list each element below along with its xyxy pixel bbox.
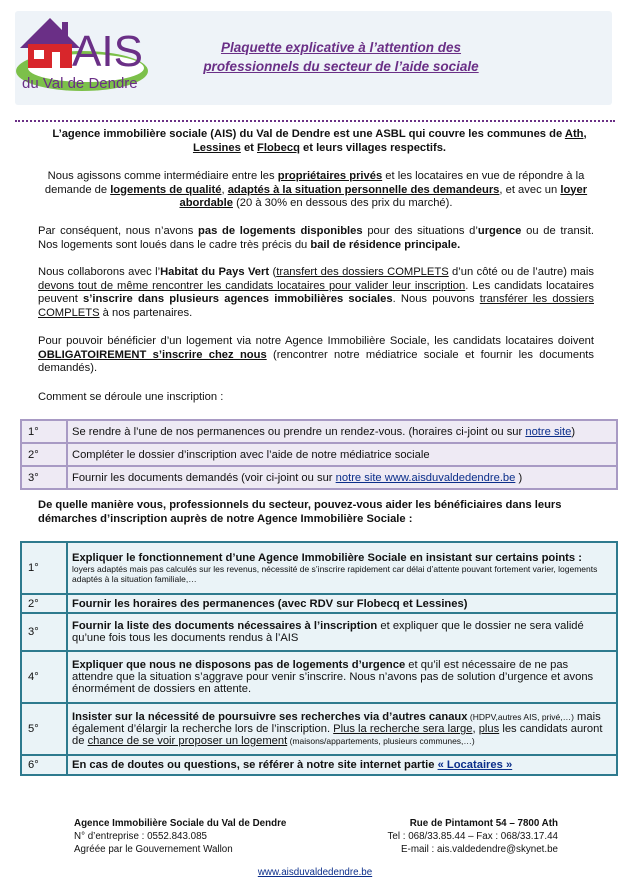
table-row — [21, 594, 617, 613]
table-row — [21, 466, 617, 489]
locataires-link[interactable]: « Locataires » — [437, 759, 513, 771]
table-row — [21, 651, 617, 703]
site-link[interactable]: notre site — [525, 425, 572, 438]
table-row — [21, 443, 617, 466]
step-number: 2° — [21, 594, 67, 613]
intro-paragraph-4: Nous collaborons avec l’Habitat du Pays Vert (transfert des dossiers COMPLETS d’un côté ou de l’autre) mais devons tout de même rencontrer les candidats locataires pour valider leur inscription. Les candidats locataires peuvent s’inscrire dans plusieurs agences immobilières sociales. Nous pouvons transférer les dossiers COMPLETS à nos partenaires. — [38, 266, 594, 319]
table-row — [21, 420, 617, 443]
step-number: 1° — [21, 542, 67, 594]
step-text: Expliquer le fonctionnement d’une Agence Immobilière Sociale en insistant sur certains points : loyers adaptés mais pas calculés sur les revenus, nécessité de s’inscrire rapidement car délai d’attente pouvant fortement varier, logements adaptés à la situation familiale,… — [67, 542, 617, 594]
step-text: Fournir la liste des documents nécessaires à l’inscription et expliquer que le dossier ne sera validé qu’une fois tous les documents rendus à l’AIS — [67, 613, 617, 651]
intro-paragraph-5: Pour pouvoir bénéficier d’un logement via notre Agence Immobilière Sociale, les candidats locataires doivent OBLIGATOIREMENT s’inscrire chez nous (rencontrer notre médiatrice sociale et fournir les documents demandés). — [38, 335, 595, 374]
page-title — [166, 38, 516, 76]
table-row — [21, 542, 617, 594]
intro-paragraph-3: Par conséquent, nous n’avons pas de logements disponibles pour des situations d’urgence ou de transit. Nos logements sont loués dans le cadre très précis du bail de résidence principale. — [38, 225, 594, 251]
step-number: 3° — [21, 613, 67, 651]
logo-subtitle: du Val de Dendre — [22, 75, 138, 92]
step-text: En cas de doutes ou questions, se référer à notre site internet partie « Locataires » — [67, 755, 617, 775]
table-row — [21, 703, 617, 755]
table-row — [21, 755, 617, 775]
step-text: Fournir les documents demandés (voir ci-joint ou sur notre site www.aisduvaldedendre.be ) — [67, 466, 617, 489]
step-text: Se rendre à l’une de nos permanences ou prendre un rendez-vous. (horaires ci-joint ou sur notre site) — [67, 420, 617, 443]
footer-left — [74, 817, 286, 856]
step-text: Fournir les horaires des permanences (avec RDV sur Flobecq et Lessines) — [67, 594, 617, 613]
logo-word: AIS — [72, 27, 143, 76]
footer-email: E-mail : ais.valdedendre@skynet.be — [401, 844, 558, 855]
footer-right — [388, 817, 558, 856]
title-line-1: Plaquette explicative à l’attention des — [220, 40, 462, 55]
step-text: Insister sur la nécessité de poursuivre ses recherches via d’autres canaux (HDPV,autres AIS, privé,…) mais également d’élargir la recherche lors de l’inscription. Plus la recherche sera large, plus les candidats auront de chance de se voir proposer un logement (maisons/appartements, plusieurs communes,…) — [67, 703, 617, 755]
footer-org: Agence Immobilière Sociale du Val de Dendre — [74, 818, 287, 829]
step-number: 5° — [21, 703, 67, 755]
footer-entreprise: N° d’entreprise : 0552.843.085 — [74, 831, 207, 842]
step-text: Expliquer que nous ne disposons pas de logements d’urgence et qu’il est nécessaire de ne pas attendre que la situation s’aggrave pour venir s’inscrire. Nous n’avons pas de solution d’urgence et avons énormément de dossiers en attente. — [67, 651, 617, 703]
step-number: 4° — [21, 651, 67, 703]
footer-address: Rue de Pintamont 54 – 7800 Ath — [409, 818, 558, 829]
step-number: 2° — [21, 443, 67, 466]
step-number: 3° — [21, 466, 67, 489]
footer-agree: Agréée par le Gouvernement Wallon — [74, 844, 233, 855]
step-number: 6° — [21, 755, 67, 775]
professional-steps-table — [20, 541, 618, 776]
inscription-heading: Comment se déroule une inscription : — [38, 391, 224, 403]
step-text: Compléter le dossier d’inscription avec l’aide de notre médiatrice sociale — [67, 443, 617, 466]
link-lessines[interactable]: Lessines — [192, 141, 241, 154]
table-row — [21, 613, 617, 651]
link-ath[interactable]: Ath — [564, 128, 584, 140]
divider — [15, 120, 615, 122]
question-heading: De quelle manière vous, professionnels du secteur, pouvez-vous aider les bénéficiaires dans leurs démarches d’inscription auprès de notre Agence Immobilière Sociale : — [38, 499, 562, 525]
site-link[interactable]: notre site www.aisduvaldedendre.be — [335, 471, 516, 484]
title-line-2: professionnels du secteur de l’aide sociale — [203, 59, 479, 74]
website-link[interactable]: www.aisduvaldedendre.be — [257, 867, 373, 878]
link-flobecq[interactable]: Flobecq — [257, 141, 300, 154]
intro-paragraph-1: L’agence immobilière sociale (AIS) du Val de Dendre est une ASBL qui couvre les communes de Ath, Lessines et Flobecq et leurs villages respectifs. — [52, 128, 587, 154]
inscription-steps-table — [20, 419, 618, 490]
footer-tel: Tel : 068/33.85.44 – Fax : 068/33.17.44 — [387, 831, 558, 842]
ais-logo — [12, 8, 160, 98]
step-number: 1° — [21, 420, 67, 443]
footer-website — [0, 866, 630, 879]
intro-paragraph-2: Nous agissons comme intermédiaire entre les propriétaires privés et les locataires en vue de répondre à la demande de logements de qualité, adaptés à la situation personnelle des demandeurs, et avec un loyer abordable (20 à 30% en dessous des prix du marché). — [44, 170, 588, 209]
